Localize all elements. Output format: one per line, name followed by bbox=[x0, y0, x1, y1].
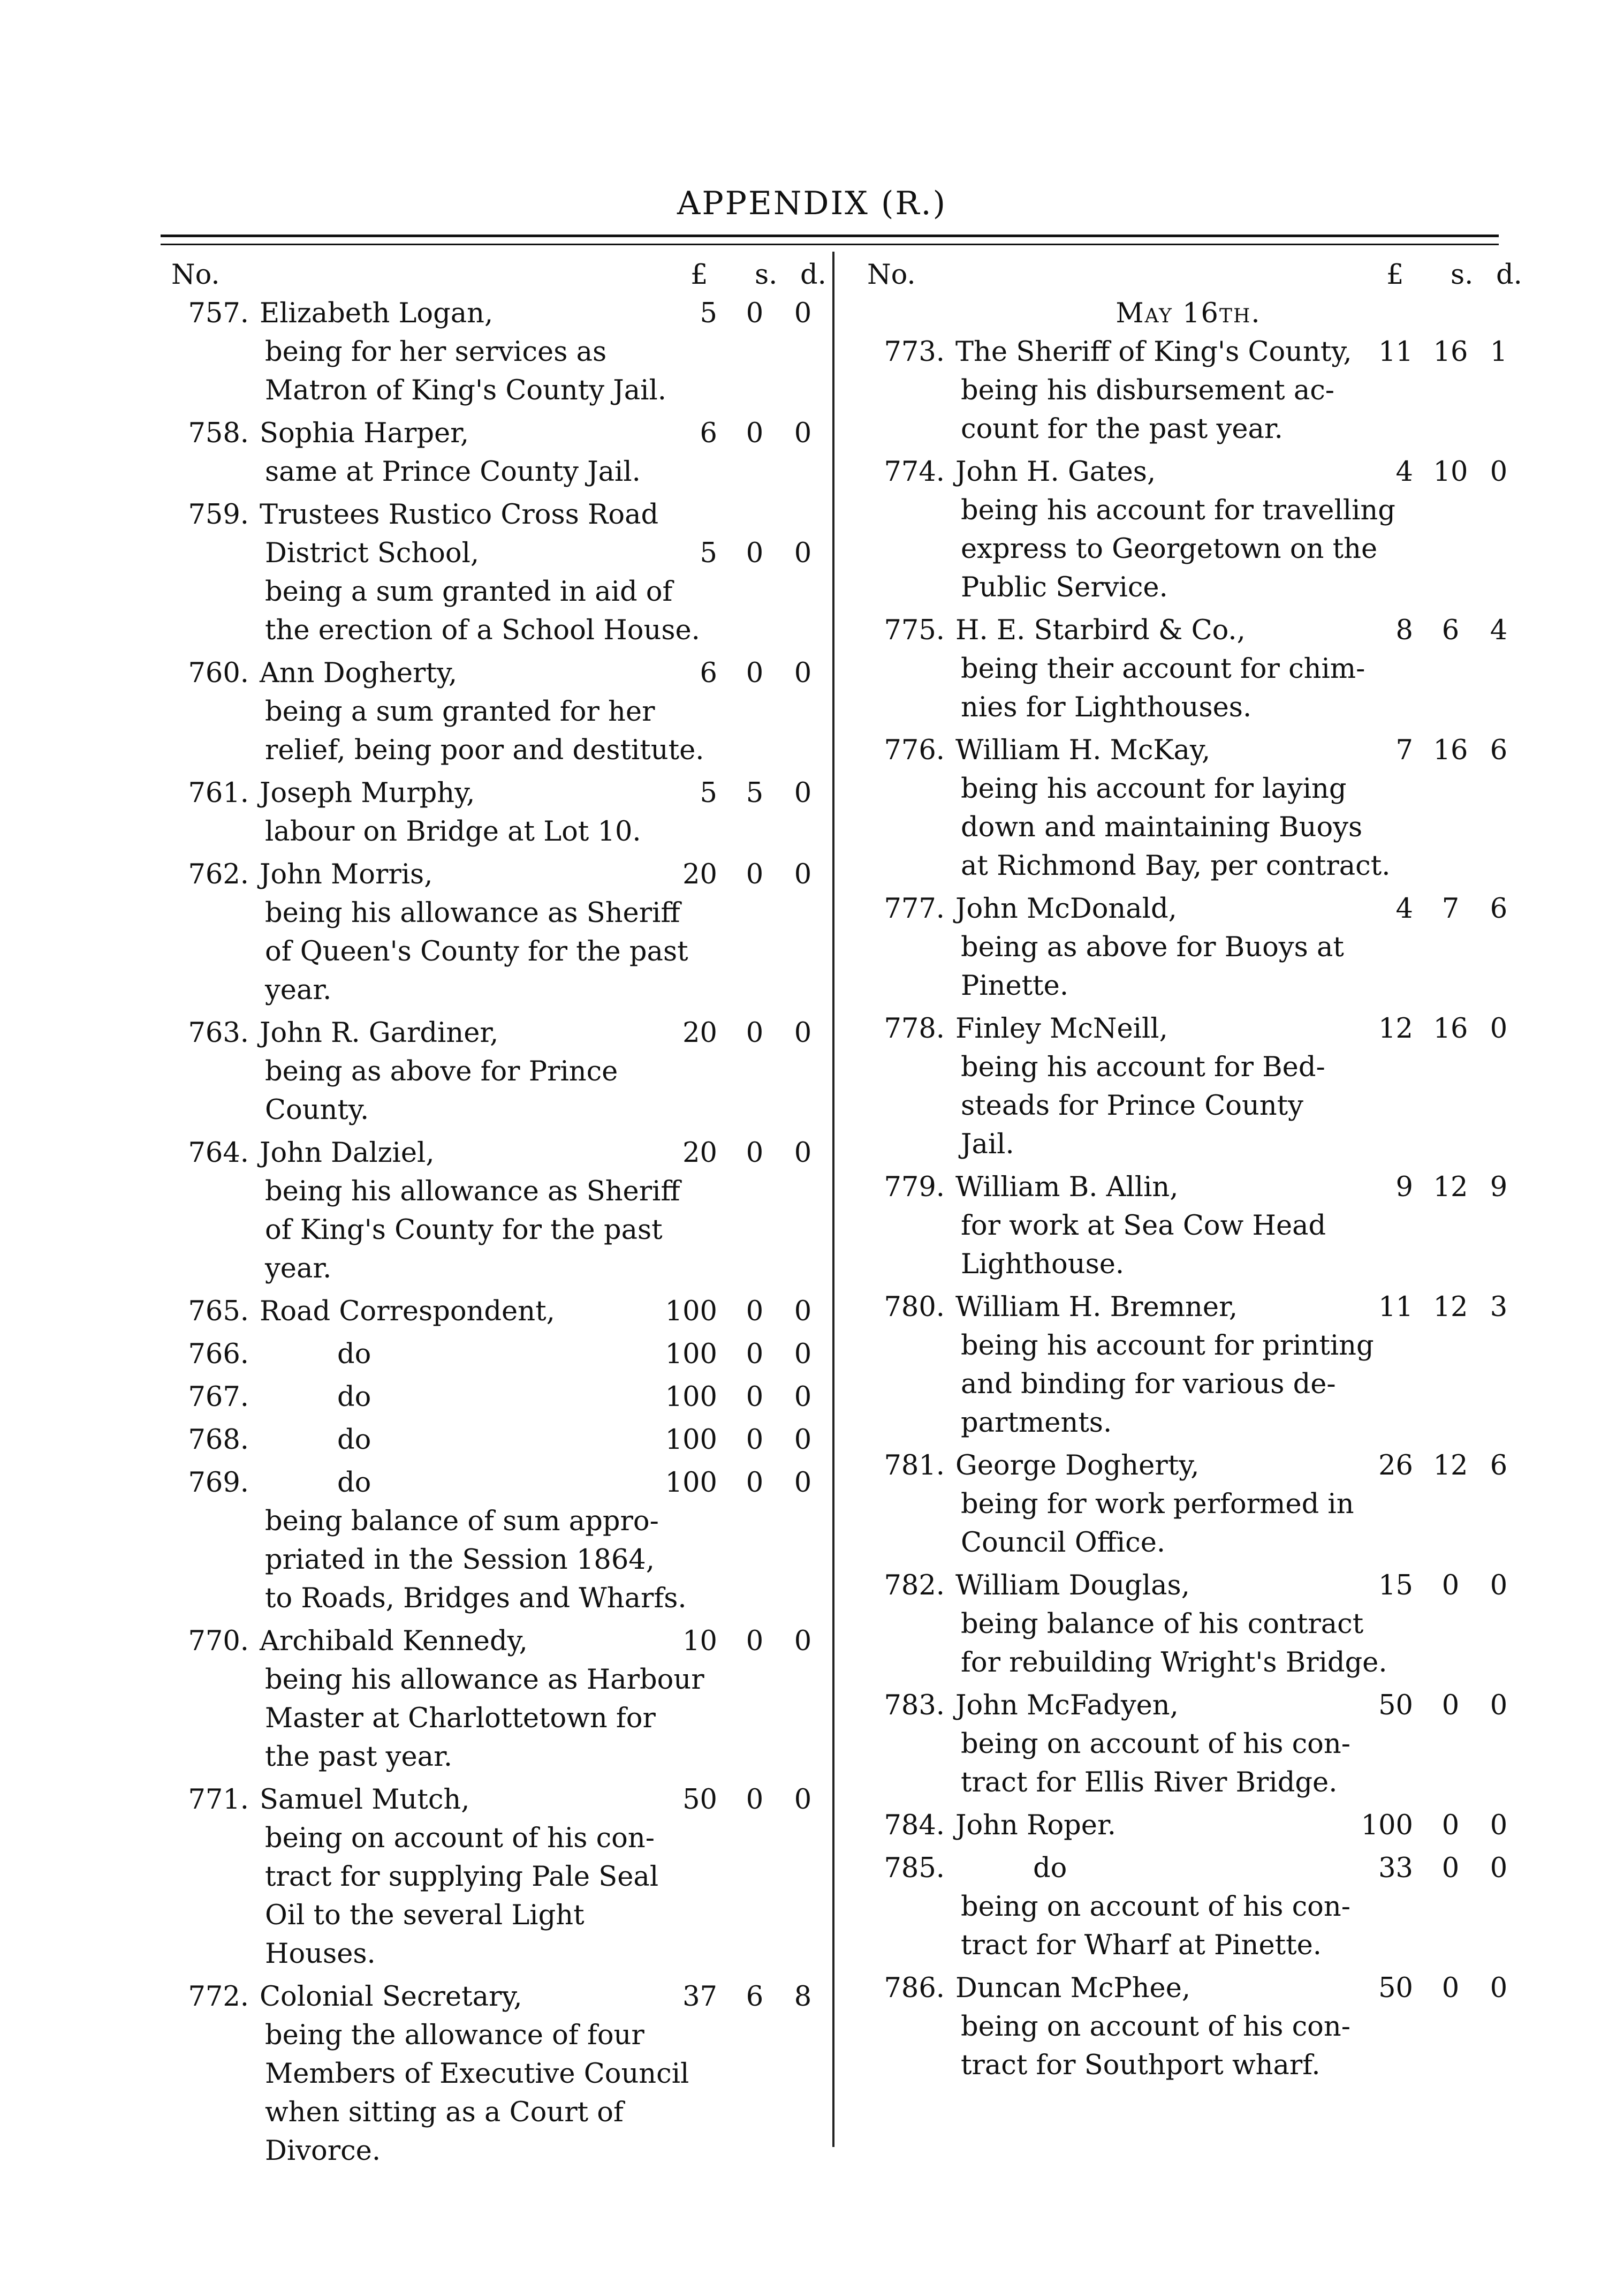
ledger-entry bbox=[161, 1134, 824, 1288]
amount-pounds: 9 bbox=[1395, 1171, 1413, 1203]
amount-pence: 8 bbox=[794, 1981, 812, 2013]
right-column bbox=[856, 256, 1520, 2089]
amount-shillings: 0 bbox=[746, 1626, 764, 1657]
amount-pounds: 10 bbox=[682, 1626, 717, 1657]
amount-shillings: 12 bbox=[1433, 1291, 1468, 1323]
description-line: for work at Sea Cow Head bbox=[961, 1210, 1326, 1242]
payee-name: George Dogherty, bbox=[955, 1450, 1200, 1481]
entry-number: 782. bbox=[884, 1570, 945, 1601]
description-line: Matron of King's County Jail. bbox=[265, 375, 666, 406]
description-line: being his disbursement ac- bbox=[961, 375, 1335, 406]
description-line: same at Prince County Jail. bbox=[265, 456, 641, 488]
ledger-entry bbox=[161, 1014, 824, 1130]
payee-name: Duncan McPhee, bbox=[955, 1972, 1191, 2004]
amount-shillings: 0 bbox=[746, 1017, 764, 1049]
amount-shillings: 0 bbox=[1441, 1853, 1460, 1884]
entry-line bbox=[856, 1288, 1520, 1327]
entry-line bbox=[856, 611, 1520, 650]
description-line: express to Georgetown on the bbox=[961, 533, 1378, 565]
amount-pence: 0 bbox=[1490, 456, 1508, 488]
ledger-entry bbox=[161, 1464, 824, 1618]
description-line: tract for Wharf at Pinette. bbox=[961, 1930, 1322, 1961]
amount-pence: 0 bbox=[794, 538, 812, 569]
amount-pence: 0 bbox=[794, 1626, 812, 1657]
entry-line bbox=[856, 890, 1520, 928]
amount-pounds: 100 bbox=[1361, 1810, 1413, 1841]
ledger-entry bbox=[161, 414, 824, 492]
description-line: being on account of his con- bbox=[961, 1891, 1350, 1923]
description-line: priated in the Session 1864, bbox=[265, 1544, 655, 1576]
description-line: tract for Ellis River Bridge. bbox=[961, 1767, 1338, 1798]
entry-line bbox=[161, 654, 824, 693]
entry-line bbox=[161, 1464, 824, 1502]
payee-name: do bbox=[337, 1381, 371, 1413]
amount-pounds: 100 bbox=[665, 1467, 717, 1499]
entry-line bbox=[161, 1421, 824, 1460]
description-line: being on account of his con- bbox=[265, 1823, 655, 1854]
ledger-entry bbox=[161, 1292, 824, 1331]
entry-number: 770. bbox=[188, 1626, 249, 1657]
left-column-header bbox=[161, 256, 824, 294]
entry-number: 766. bbox=[188, 1339, 249, 1370]
entry-number: 771. bbox=[188, 1784, 249, 1816]
entry-number: 781. bbox=[884, 1450, 945, 1481]
description-line: District School, bbox=[265, 538, 480, 569]
ledger-entry bbox=[161, 856, 824, 1010]
entry-line bbox=[161, 414, 824, 453]
amount-pence: 0 bbox=[794, 1296, 812, 1327]
entry-number: 775. bbox=[884, 615, 945, 646]
entry-number: 767. bbox=[188, 1381, 249, 1413]
right-column-header bbox=[856, 256, 1520, 294]
entry-number: 776. bbox=[884, 735, 945, 766]
entry-line bbox=[856, 1168, 1520, 1207]
payee-name: Archibald Kennedy, bbox=[260, 1626, 528, 1657]
ledger-entry bbox=[161, 1781, 824, 1974]
header-rule bbox=[161, 235, 1499, 237]
description-line: year. bbox=[265, 1253, 332, 1284]
payee-name: William H. McKay, bbox=[955, 735, 1211, 766]
description-line: of Queen's County for the past bbox=[265, 936, 688, 967]
entry-number: 785. bbox=[884, 1853, 945, 1884]
amount-shillings: 0 bbox=[1441, 1972, 1460, 2004]
amount-pence: 6 bbox=[1490, 893, 1508, 925]
description-line: being for her services as bbox=[265, 336, 607, 368]
entry-line bbox=[856, 731, 1520, 770]
amount-pence: 9 bbox=[1490, 1171, 1508, 1203]
amount-pence: 0 bbox=[1490, 1972, 1508, 2004]
header-rule-thin bbox=[161, 244, 1499, 245]
right-entries bbox=[856, 333, 1520, 2085]
amount-pence: 0 bbox=[794, 1339, 812, 1370]
entry-line bbox=[856, 1010, 1520, 1048]
entry-number: 763. bbox=[188, 1017, 249, 1049]
entry-line bbox=[161, 294, 824, 333]
ledger-entry bbox=[856, 453, 1520, 607]
description-line: being a sum granted for her bbox=[265, 696, 655, 728]
ledger-entry bbox=[856, 1567, 1520, 1682]
description-line: Divorce. bbox=[265, 2135, 381, 2167]
description-line: the past year. bbox=[265, 1741, 453, 1773]
header-no: No. bbox=[171, 259, 220, 291]
ledger-entry bbox=[161, 1622, 824, 1776]
entry-number: 786. bbox=[884, 1972, 945, 2004]
amount-pounds: 100 bbox=[665, 1424, 717, 1456]
payee-name: do bbox=[337, 1424, 371, 1456]
amount-pounds: 6 bbox=[700, 418, 717, 449]
description-line: when sitting as a Court of bbox=[265, 2097, 624, 2128]
header-pound: £ bbox=[690, 259, 708, 291]
description-line: year. bbox=[265, 974, 332, 1006]
header-shillings: s. bbox=[755, 259, 778, 291]
amount-shillings: 0 bbox=[746, 657, 764, 689]
amount-pence: 0 bbox=[794, 298, 812, 329]
amount-pounds: 6 bbox=[700, 657, 717, 689]
amount-pounds: 20 bbox=[682, 1137, 717, 1169]
payee-name: do bbox=[337, 1339, 371, 1370]
amount-shillings: 12 bbox=[1433, 1450, 1468, 1481]
payee-name: William B. Allin, bbox=[955, 1171, 1179, 1203]
description-line: of King's County for the past bbox=[265, 1214, 663, 1246]
amount-shillings: 0 bbox=[746, 538, 764, 569]
description-line: count for the past year. bbox=[961, 413, 1283, 445]
payee-name: William Douglas, bbox=[955, 1570, 1190, 1601]
ledger-entry bbox=[856, 731, 1520, 886]
entry-line bbox=[161, 1335, 824, 1374]
description-line: labour on Bridge at Lot 10. bbox=[265, 816, 641, 848]
entry-number: 779. bbox=[884, 1171, 945, 1203]
description-line: being for work performed in bbox=[961, 1488, 1354, 1520]
entry-number: 780. bbox=[884, 1291, 945, 1323]
amount-shillings: 0 bbox=[746, 1339, 764, 1370]
amount-pounds: 20 bbox=[682, 859, 717, 890]
amount-pounds: 100 bbox=[665, 1339, 717, 1370]
amount-shillings: 6 bbox=[746, 1981, 764, 2013]
payee-name: Elizabeth Logan, bbox=[260, 298, 494, 329]
payee-name: John Morris, bbox=[260, 859, 433, 890]
description-line: Jail. bbox=[961, 1129, 1014, 1160]
ledger-entry bbox=[161, 1335, 824, 1374]
header-shillings: s. bbox=[1451, 259, 1474, 291]
payee-name: Sophia Harper, bbox=[260, 418, 469, 449]
payee-name: Colonial Secretary, bbox=[260, 1981, 522, 2013]
description-line: Members of Executive Council bbox=[265, 2058, 689, 2090]
ledger-entry bbox=[161, 1378, 824, 1417]
amount-pounds: 50 bbox=[1378, 1690, 1413, 1721]
amount-pence: 0 bbox=[794, 1017, 812, 1049]
payee-name: John McFadyen, bbox=[955, 1690, 1179, 1721]
amount-pence: 0 bbox=[1490, 1570, 1508, 1601]
description-line: being on account of his con- bbox=[961, 2011, 1350, 2043]
entry-line bbox=[856, 1567, 1520, 1605]
description-line: steads for Prince County bbox=[961, 1090, 1303, 1122]
ledger-entry bbox=[856, 1010, 1520, 1164]
amount-pounds: 12 bbox=[1378, 1013, 1413, 1045]
ledger-entry bbox=[856, 890, 1520, 1006]
payee-name: do bbox=[337, 1467, 371, 1499]
ledger-entry bbox=[856, 1806, 1520, 1845]
amount-pounds: 50 bbox=[1378, 1972, 1413, 2004]
amount-pounds: 11 bbox=[1378, 336, 1413, 368]
entry-line bbox=[161, 1014, 824, 1053]
amount-pence: 6 bbox=[1490, 1450, 1508, 1481]
payee-name: do bbox=[1033, 1853, 1067, 1884]
header-pence: d. bbox=[1496, 259, 1522, 291]
amount-shillings: 0 bbox=[746, 859, 764, 890]
header-pound: £ bbox=[1386, 259, 1404, 291]
description-line: being his account for travelling bbox=[961, 495, 1395, 526]
entry-line bbox=[856, 1806, 1520, 1845]
amount-shillings: 0 bbox=[746, 1381, 764, 1413]
amount-shillings: 0 bbox=[746, 1467, 764, 1499]
description-line: Master at Charlottetown for bbox=[265, 1703, 656, 1734]
payee-name: William H. Bremner, bbox=[955, 1291, 1238, 1323]
amount-pounds: 5 bbox=[700, 538, 717, 569]
amount-shillings: 0 bbox=[1441, 1570, 1460, 1601]
amount-pence: 0 bbox=[1490, 1810, 1508, 1841]
column-divider bbox=[832, 252, 834, 2147]
left-entries bbox=[161, 294, 824, 2171]
amount-pence: 0 bbox=[794, 418, 812, 449]
description-line: being on account of his con- bbox=[961, 1728, 1350, 1760]
description-line: Pinette. bbox=[961, 970, 1069, 1002]
entry-number: 759. bbox=[188, 499, 249, 531]
amount-pounds: 5 bbox=[700, 298, 717, 329]
entry-line bbox=[856, 1849, 1520, 1888]
amount-pence: 6 bbox=[1490, 735, 1508, 766]
ledger-entry bbox=[856, 1849, 1520, 1965]
description-line: Public Service. bbox=[961, 572, 1168, 603]
amount-pence: 0 bbox=[794, 1424, 812, 1456]
header-no: No. bbox=[867, 259, 916, 291]
entry-number: 764. bbox=[188, 1137, 249, 1169]
payee-name: H. E. Starbird & Co., bbox=[955, 615, 1246, 646]
entry-line bbox=[161, 1622, 824, 1661]
entry-line bbox=[161, 856, 824, 894]
payee-name: John Roper. bbox=[955, 1810, 1116, 1841]
amount-pence: 0 bbox=[794, 657, 812, 689]
entry-line bbox=[856, 1969, 1520, 2008]
description-line: and binding for various de- bbox=[961, 1369, 1336, 1400]
amount-pounds: 33 bbox=[1378, 1853, 1413, 1884]
description-line: for rebuilding Wright's Bridge. bbox=[961, 1647, 1387, 1679]
payee-name: Ann Dogherty, bbox=[260, 657, 458, 689]
amount-shillings: 0 bbox=[746, 1296, 764, 1327]
payee-name: Road Correspondent, bbox=[260, 1296, 555, 1327]
payee-name: Finley McNeill, bbox=[955, 1013, 1168, 1045]
amount-pence: 0 bbox=[794, 777, 812, 809]
description-line: down and maintaining Buoys bbox=[961, 812, 1363, 843]
amount-pounds: 8 bbox=[1395, 615, 1413, 646]
entry-number: 758. bbox=[188, 418, 249, 449]
ledger-entry bbox=[161, 654, 824, 770]
amount-shillings: 0 bbox=[746, 1137, 764, 1169]
amount-shillings: 7 bbox=[1441, 893, 1460, 925]
description-line: Council Office. bbox=[961, 1527, 1166, 1559]
entry-line bbox=[161, 1781, 824, 1819]
amount-shillings: 0 bbox=[746, 1424, 764, 1456]
amount-pence: 0 bbox=[794, 859, 812, 890]
amount-pence: 0 bbox=[794, 1137, 812, 1169]
amount-pounds: 4 bbox=[1395, 893, 1413, 925]
entry-line bbox=[161, 1292, 824, 1331]
payee-name: Trustees Rustico Cross Road bbox=[260, 499, 659, 531]
amount-pence: 1 bbox=[1490, 336, 1508, 368]
amount-pounds: 20 bbox=[682, 1017, 717, 1049]
entry-number: 783. bbox=[884, 1690, 945, 1721]
amount-pence: 0 bbox=[1490, 1853, 1508, 1884]
ledger-entry bbox=[161, 294, 824, 410]
entry-line bbox=[161, 534, 824, 573]
description-line: being as above for Prince bbox=[265, 1056, 618, 1087]
ledger-entry bbox=[856, 611, 1520, 727]
amount-pounds: 7 bbox=[1395, 735, 1413, 766]
amount-pence: 0 bbox=[794, 1467, 812, 1499]
entry-line bbox=[856, 453, 1520, 492]
entry-line bbox=[161, 1978, 824, 2016]
amount-pence: 0 bbox=[794, 1381, 812, 1413]
amount-pounds: 37 bbox=[682, 1981, 717, 2013]
entry-number: 761. bbox=[188, 777, 249, 809]
amount-pounds: 26 bbox=[1378, 1450, 1413, 1481]
amount-pounds: 4 bbox=[1395, 456, 1413, 488]
description-line: being the allowance of four bbox=[265, 2020, 644, 2051]
description-line: being a sum granted in aid of bbox=[265, 576, 673, 608]
entry-line bbox=[856, 1447, 1520, 1485]
amount-pounds: 100 bbox=[665, 1296, 717, 1327]
amount-shillings: 0 bbox=[746, 1784, 764, 1816]
amount-shillings: 16 bbox=[1433, 336, 1468, 368]
amount-shillings: 0 bbox=[1441, 1690, 1460, 1721]
entry-number: 784. bbox=[884, 1810, 945, 1841]
description-line: relief, being poor and destitute. bbox=[265, 735, 704, 766]
amount-pence: 0 bbox=[1490, 1690, 1508, 1721]
payee-name: John R. Gardiner, bbox=[260, 1017, 499, 1049]
entry-number: 774. bbox=[884, 456, 945, 488]
payee-name: Samuel Mutch, bbox=[260, 1784, 470, 1816]
entry-line bbox=[161, 1378, 824, 1417]
description-line: Oil to the several Light bbox=[265, 1900, 585, 1931]
description-line: Lighthouse. bbox=[961, 1249, 1125, 1280]
payee-name: John H. Gates, bbox=[955, 456, 1156, 488]
payee-name: John McDonald, bbox=[955, 893, 1177, 925]
description-line: partments. bbox=[961, 1407, 1112, 1439]
ledger-entry bbox=[856, 333, 1520, 449]
entry-number: 765. bbox=[188, 1296, 249, 1327]
entry-number: 757. bbox=[188, 298, 249, 329]
description-line: being balance of his contract bbox=[961, 1608, 1364, 1640]
amount-shillings: 6 bbox=[1441, 615, 1460, 646]
description-line: at Richmond Bay, per contract. bbox=[961, 850, 1391, 882]
description-line: being his allowance as Harbour bbox=[265, 1664, 704, 1696]
amount-shillings: 16 bbox=[1433, 1013, 1468, 1045]
header-pence: d. bbox=[800, 259, 826, 291]
entry-number: 773. bbox=[884, 336, 945, 368]
amount-shillings: 0 bbox=[1441, 1810, 1460, 1841]
entry-line bbox=[161, 496, 824, 534]
ledger-entry bbox=[856, 1447, 1520, 1562]
ledger-entry bbox=[161, 496, 824, 650]
description-line: being as above for Buoys at bbox=[961, 932, 1344, 963]
amount-pounds: 100 bbox=[665, 1381, 717, 1413]
description-line: tract for Southport wharf. bbox=[961, 2050, 1321, 2081]
description-line: being his account for Bed- bbox=[961, 1052, 1325, 1083]
entry-number: 768. bbox=[188, 1424, 249, 1456]
description-line: Houses. bbox=[265, 1938, 376, 1970]
description-line: to Roads, Bridges and Wharfs. bbox=[265, 1583, 687, 1614]
page-title: APPENDIX (R.) bbox=[677, 185, 947, 222]
amount-shillings: 16 bbox=[1433, 735, 1468, 766]
entry-line bbox=[856, 1687, 1520, 1725]
description-line: County. bbox=[265, 1094, 369, 1126]
description-line: being their account for chim- bbox=[961, 653, 1365, 685]
ledger-entry bbox=[856, 1288, 1520, 1442]
entry-number: 777. bbox=[884, 893, 945, 925]
date-heading: May 16th. bbox=[1115, 298, 1261, 329]
payee-name: Joseph Murphy, bbox=[260, 777, 475, 809]
payee-name: The Sheriff of King's County, bbox=[955, 336, 1352, 368]
description-line: the erection of a School House. bbox=[265, 615, 700, 646]
ledger-entry bbox=[856, 1969, 1520, 2085]
amount-shillings: 0 bbox=[746, 298, 764, 329]
description-line: being his allowance as Sheriff bbox=[265, 1176, 680, 1207]
amount-pounds: 5 bbox=[700, 777, 717, 809]
amount-pence: 4 bbox=[1490, 615, 1508, 646]
amount-shillings: 10 bbox=[1433, 456, 1468, 488]
amount-pence: 0 bbox=[794, 1784, 812, 1816]
entry-number: 762. bbox=[188, 859, 249, 890]
entry-line bbox=[856, 333, 1520, 372]
left-column bbox=[161, 256, 824, 2175]
amount-pounds: 15 bbox=[1378, 1570, 1413, 1601]
entry-number: 769. bbox=[188, 1467, 249, 1499]
amount-pence: 3 bbox=[1490, 1291, 1508, 1323]
entry-line bbox=[161, 774, 824, 813]
description-line: being his allowance as Sheriff bbox=[265, 897, 680, 929]
ledger-entry bbox=[161, 774, 824, 851]
amount-pence: 0 bbox=[1490, 1013, 1508, 1045]
ledger-entry bbox=[161, 1978, 824, 2171]
entry-number: 778. bbox=[884, 1013, 945, 1045]
amount-pounds: 11 bbox=[1378, 1291, 1413, 1323]
description-line: tract for supplying Pale Seal bbox=[265, 1861, 659, 1893]
description-line: nies for Lighthouses. bbox=[961, 692, 1252, 723]
description-line: being balance of sum appro- bbox=[265, 1506, 659, 1537]
ledger-entry bbox=[856, 1168, 1520, 1284]
ledger-entry bbox=[856, 1687, 1520, 1802]
ledger-entry bbox=[161, 1421, 824, 1460]
amount-pounds: 50 bbox=[682, 1784, 717, 1816]
amount-shillings: 0 bbox=[746, 418, 764, 449]
entry-number: 772. bbox=[188, 1981, 249, 2013]
description-line: being his account for laying bbox=[961, 773, 1347, 805]
description-line: being his account for printing bbox=[961, 1330, 1374, 1362]
entry-number: 760. bbox=[188, 657, 249, 689]
amount-shillings: 5 bbox=[746, 777, 764, 809]
payee-name: John Dalziel, bbox=[260, 1137, 435, 1169]
entry-line bbox=[161, 1134, 824, 1173]
amount-shillings: 12 bbox=[1433, 1171, 1468, 1203]
